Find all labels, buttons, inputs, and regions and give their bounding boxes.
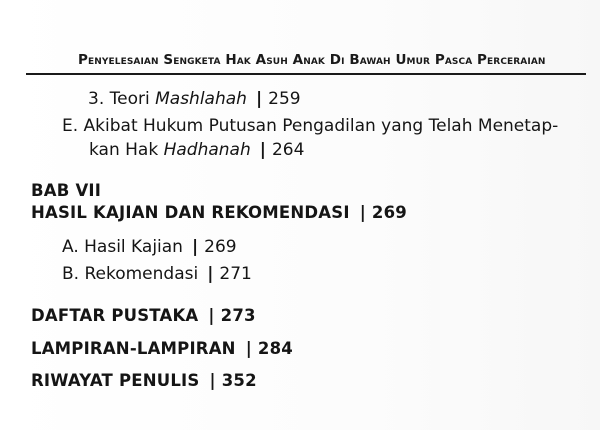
toc-entry-rekomendasi bbox=[62, 263, 252, 285]
toc-separator: | bbox=[255, 89, 263, 109]
toc-page-number: 259 bbox=[268, 89, 301, 109]
toc-separator: | bbox=[207, 264, 214, 284]
toc-entry-label-italic: Mashlahah bbox=[155, 89, 247, 109]
toc-lampiran bbox=[31, 338, 293, 360]
toc-page-number: 273 bbox=[220, 306, 256, 325]
toc-page-number: 352 bbox=[221, 371, 257, 390]
toc-daftar-pustaka bbox=[31, 305, 256, 327]
toc-chapter-title: DAFTAR PUSTAKA bbox=[31, 306, 199, 325]
toc-page-number: 284 bbox=[257, 339, 293, 358]
toc-separator: | bbox=[245, 339, 252, 358]
toc-entry-label: B. Rekomendasi bbox=[62, 264, 199, 284]
toc-entry-label: kan Hak bbox=[89, 140, 164, 160]
toc-page-number: 264 bbox=[271, 140, 305, 160]
toc-separator: | bbox=[191, 237, 199, 257]
toc-riwayat-penulis bbox=[31, 370, 257, 392]
toc-entry-label: A. Hasil Kajian bbox=[62, 237, 183, 257]
toc-separator: | bbox=[208, 306, 215, 325]
toc-chapter-title: RIWAYAT PENULIS bbox=[31, 371, 200, 390]
toc-page-number: 269 bbox=[204, 237, 237, 257]
toc-page-number: 269 bbox=[371, 203, 407, 222]
toc-separator: | bbox=[259, 140, 266, 160]
toc-chapter-bab-vii bbox=[31, 180, 101, 202]
toc-chapter-title: LAMPIRAN-LAMPIRAN bbox=[31, 339, 236, 358]
toc-entry-label-italic: Hadhanah bbox=[163, 140, 251, 160]
toc-entry-label: E. Akibat Hukum Putusan Pengadilan yang Telah Menetap- bbox=[62, 116, 559, 136]
toc-entry-akibat-hukum bbox=[62, 115, 558, 137]
toc-entry-hasil-kajian bbox=[62, 236, 237, 258]
toc-separator: | bbox=[359, 203, 366, 222]
toc-chapter-hasil-kajian-rekomendasi bbox=[31, 202, 407, 224]
toc-chapter-title: HASIL KAJIAN DAN REKOMENDASI bbox=[31, 203, 350, 222]
toc-entry-teori-mashlahah bbox=[88, 88, 301, 110]
header-rule bbox=[26, 73, 586, 75]
toc-chapter-label: BAB VII bbox=[31, 181, 102, 200]
toc-entry-akibat-hukum-continued bbox=[89, 139, 304, 161]
toc-separator: | bbox=[209, 371, 216, 390]
toc-page-number: 271 bbox=[219, 264, 252, 284]
running-head: Penyelesaian Sengketa Hak Asuh Anak Di Bawah Umur Pasca Perceraian bbox=[78, 52, 546, 68]
toc-entry-label: 3. Teori bbox=[88, 89, 156, 109]
